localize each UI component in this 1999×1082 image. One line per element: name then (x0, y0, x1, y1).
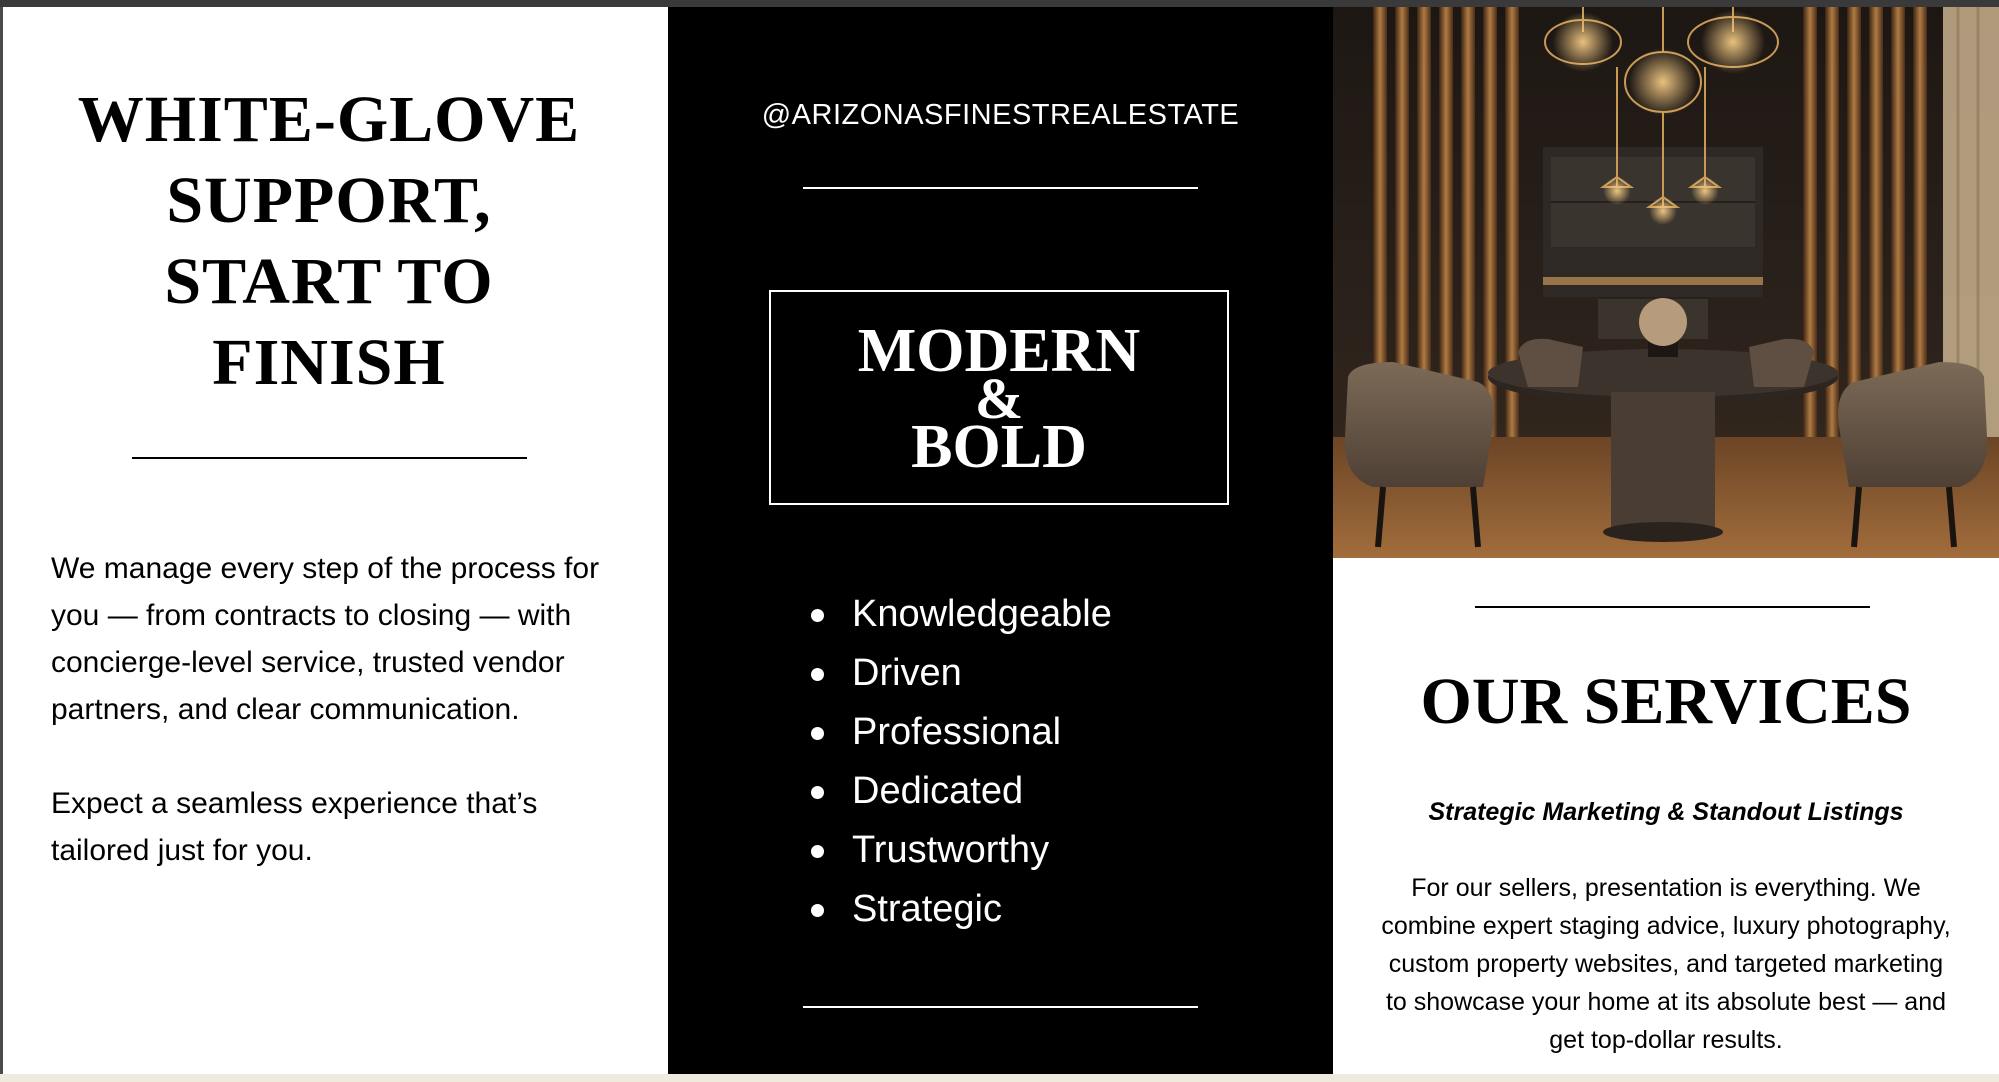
box-line-1: MODERN (857, 317, 1141, 385)
box-line-2: BOLD (911, 413, 1087, 481)
bullet-icon (811, 727, 824, 740)
list-item (809, 703, 1112, 762)
left-body (51, 545, 631, 874)
left-title-line: START TO (164, 245, 494, 318)
list-item (809, 644, 1112, 703)
left-paragraph-1: We manage every step of the process for you — from contracts to closing — with concierge-level service, trusted vendor partners, and clear communication. (51, 552, 600, 726)
left-panel (0, 7, 668, 1074)
trait-label: Dedicated (852, 770, 1024, 812)
left-title (3, 79, 655, 403)
social-handle: @ARIZONASFINESTREALESTATE (761, 99, 1240, 131)
traits-list (809, 585, 1112, 939)
right-panel (1333, 7, 1999, 1074)
left-title-line: WHITE-GLOVE (77, 83, 581, 156)
left-paragraph-2: Expect a seamless experience that’s tailored just for you. (51, 787, 538, 867)
bullet-icon (811, 786, 824, 799)
services-title: OUR SERVICES (1420, 665, 1912, 738)
bullet-icon (811, 904, 824, 917)
bullet-icon (811, 668, 824, 681)
services-subtitle: Strategic Marketing & Standout Listings (1428, 798, 1904, 826)
bullet-icon (811, 609, 824, 622)
trait-label: Trustworthy (852, 829, 1050, 871)
list-item (809, 880, 1112, 939)
left-title-line: SUPPORT, (166, 164, 492, 237)
modern-bold-box (769, 290, 1229, 505)
left-title-line: FINISH (212, 326, 446, 399)
middle-panel (668, 7, 1333, 1074)
right-divider (1475, 606, 1870, 608)
trait-label: Driven (852, 652, 962, 694)
left-divider (132, 457, 527, 459)
middle-divider-top (803, 187, 1198, 189)
list-item (809, 821, 1112, 880)
dining-room-photo (1333, 7, 1999, 558)
trait-label: Professional (852, 711, 1062, 753)
box-ampersand: & (974, 366, 1024, 431)
window-top-bar (0, 0, 1999, 7)
trait-label: Knowledgeable (852, 593, 1112, 635)
bullet-icon (811, 845, 824, 858)
trait-label: Strategic (852, 888, 1002, 930)
list-item (809, 762, 1112, 821)
bottom-strip (0, 1074, 1999, 1082)
list-item (809, 585, 1112, 644)
middle-divider-bottom (803, 1006, 1198, 1008)
services-body: For our sellers, presentation is everything. We combine expert staging advice, luxury photography, custom property websites, and targeted marketing to showcase your home at its absolute best — and get top-dollar results. (1381, 874, 1951, 1054)
